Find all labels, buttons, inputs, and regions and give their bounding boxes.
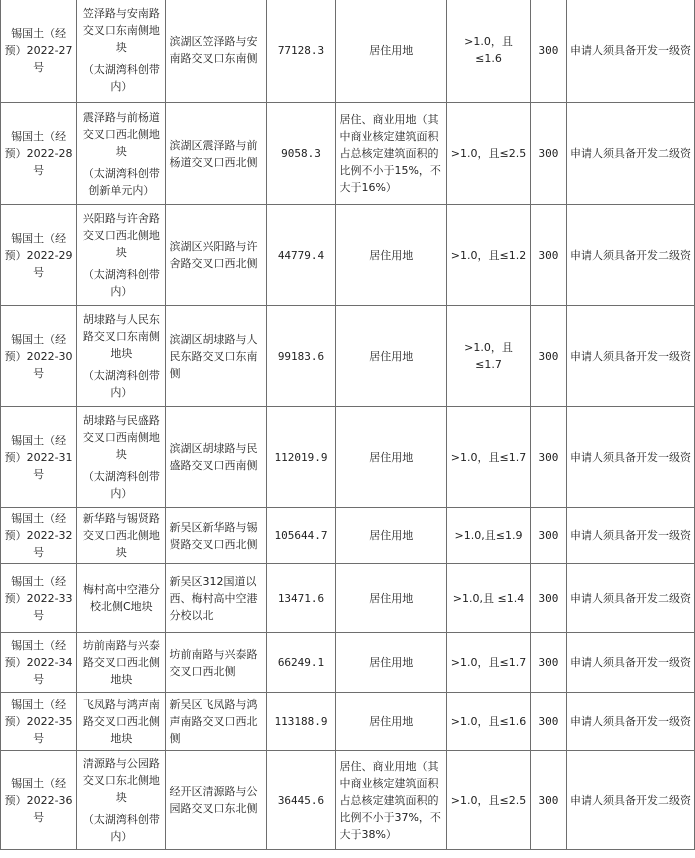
parcel-name-cell xyxy=(77,564,166,633)
parcel-note: （太湖湾科创带内） xyxy=(82,470,160,500)
parcel-area-cell: 112019.9 xyxy=(266,407,336,508)
parcel-id-cell: 锡国土（经预）2022-34号 xyxy=(1,633,77,693)
parcel-location-cell: 滨湖区笠泽路与安南路交叉口东南侧 xyxy=(166,0,266,103)
parcel-qualification-cell: 申请人须具备开发二级资 xyxy=(566,205,694,306)
table-row xyxy=(1,103,695,205)
table-row xyxy=(1,693,695,751)
parcel-deposit-cell: 300 xyxy=(530,407,566,508)
parcel-qualification-cell: 申请人须具备开发二级资 xyxy=(566,103,694,205)
parcel-deposit-cell: 300 xyxy=(530,508,566,564)
parcel-deposit-cell: 300 xyxy=(530,693,566,751)
parcel-name-cell xyxy=(77,633,166,693)
parcel-area-cell: 113188.9 xyxy=(266,693,336,751)
parcel-far-cell: >1.0，且≤1.7 xyxy=(447,407,531,508)
parcel-far-cell: >1.0，且≤1.7 xyxy=(447,633,531,693)
parcel-use-cell: 居住、商业用地（其中商业核定建筑面积占总核定建筑面积的比例不小于37%，不大于38%） xyxy=(336,751,447,850)
parcel-far-cell: >1.0，且≤1.2 xyxy=(447,205,531,306)
parcel-name: 梅村高中空港分校北侧C地块 xyxy=(82,583,160,613)
parcel-name: 胡埭路与人民东路交叉口东南侧地块 xyxy=(82,313,160,360)
parcel-use-cell: 居住用地 xyxy=(336,633,447,693)
parcel-far-cell: >1.0,且≤1.9 xyxy=(447,508,531,564)
parcel-name: 震泽路与前杨道交叉口西北侧地块 xyxy=(82,110,160,158)
parcel-location-cell: 滨湖区胡埭路与人民东路交叉口东南侧 xyxy=(166,306,266,407)
parcel-use-cell: 居住用地 xyxy=(336,306,447,407)
parcel-location-cell: 新吴区飞凤路与鸿声南路交叉口西北侧 xyxy=(166,693,266,751)
parcel-name: 新华路与锡贤路交叉口西北侧地块 xyxy=(82,512,160,559)
parcel-far-cell: >1.0，且≤2.5 xyxy=(447,103,531,205)
parcel-use-cell: 居住用地 xyxy=(336,0,447,103)
table-row xyxy=(1,407,695,508)
parcel-location-cell: 滨湖区兴阳路与许舍路交叉口西北侧 xyxy=(166,205,266,306)
parcel-note: （太湖湾科创带内） xyxy=(82,813,160,843)
parcel-use-cell: 居住、商业用地（其中商业核定建筑面积占总核定建筑面积的比例不小于15%，不大于16%） xyxy=(336,103,447,205)
parcel-id-cell: 锡国土（经预）2022-32号 xyxy=(1,508,77,564)
parcel-qualification-cell: 申请人须具备开发一级资 xyxy=(566,508,694,564)
parcel-qualification-cell: 申请人须具备开发一级资 xyxy=(566,633,694,693)
parcel-use-cell: 居住用地 xyxy=(336,205,447,306)
parcel-id-cell: 锡国土（经预）2022-31号 xyxy=(1,407,77,508)
parcel-deposit-cell: 300 xyxy=(530,564,566,633)
parcel-deposit-cell: 300 xyxy=(530,306,566,407)
table-row xyxy=(1,205,695,306)
parcel-location-cell: 滨湖区胡埭路与民盛路交叉口西南侧 xyxy=(166,407,266,508)
parcel-far-cell: >1.0，且≤2.5 xyxy=(447,751,531,850)
parcel-use-cell: 居住用地 xyxy=(336,508,447,564)
parcel-use-cell: 居住用地 xyxy=(336,407,447,508)
table-row xyxy=(1,0,695,103)
parcel-area-cell: 105644.7 xyxy=(266,508,336,564)
parcel-location-cell: 新吴区新华路与锡贤路交叉口西北侧 xyxy=(166,508,266,564)
parcel-note: （太湖湾科创带内） xyxy=(82,268,160,298)
parcel-qualification-cell: 申请人须具备开发一级资 xyxy=(566,0,694,103)
parcel-far-cell: >1.0，且≤1.6 xyxy=(447,693,531,751)
parcel-area-cell: 77128.3 xyxy=(266,0,336,103)
table-row xyxy=(1,508,695,564)
parcel-far-cell: >1.0,且 ≤1.4 xyxy=(447,564,531,633)
parcel-far-cell: >1.0，且 ≤1.6 xyxy=(447,0,531,103)
parcel-deposit-cell: 300 xyxy=(530,103,566,205)
parcel-qualification-cell: 申请人须具备开发二级资 xyxy=(566,751,694,850)
parcel-qualification-cell: 申请人须具备开发一级资 xyxy=(566,306,694,407)
parcel-deposit-cell: 300 xyxy=(530,633,566,693)
parcel-far-cell: >1.0，且 ≤1.7 xyxy=(447,306,531,407)
parcel-name: 笠泽路与安南路交叉口东南侧地块 xyxy=(82,7,160,54)
table-row xyxy=(1,633,695,693)
parcel-area-cell: 9058.3 xyxy=(266,103,336,205)
parcel-id-cell: 锡国土（经预）2022-36号 xyxy=(1,751,77,850)
parcel-id-cell: 锡国土（经预）2022-29号 xyxy=(1,205,77,306)
parcel-location-cell: 坊前南路与兴泰路交叉口西北侧 xyxy=(166,633,266,693)
parcel-note: （太湖湾科创带创新单元内） xyxy=(82,166,160,197)
parcel-deposit-cell: 300 xyxy=(530,751,566,850)
parcel-area-cell: 36445.6 xyxy=(266,751,336,850)
parcel-id-cell: 锡国土（经预）2022-27号 xyxy=(1,0,77,103)
table-row xyxy=(1,751,695,850)
parcel-deposit-cell: 300 xyxy=(530,205,566,306)
parcel-name: 胡埭路与民盛路交叉口西南侧地块 xyxy=(82,414,160,461)
parcel-name-cell xyxy=(77,103,166,205)
parcel-qualification-cell: 申请人须具备开发二级资 xyxy=(566,564,694,633)
parcel-name-cell xyxy=(77,306,166,407)
parcel-use-cell: 居住用地 xyxy=(336,693,447,751)
parcel-deposit-cell: 300 xyxy=(530,0,566,103)
parcel-location-cell: 滨湖区震泽路与前杨道交叉口西北侧 xyxy=(166,103,266,205)
parcel-name: 清源路与公园路交叉口东北侧地块 xyxy=(82,757,160,804)
table-row xyxy=(1,564,695,633)
parcel-name-cell xyxy=(77,0,166,103)
parcel-id-cell: 锡国土（经预）2022-28号 xyxy=(1,103,77,205)
parcel-use-cell: 居住用地 xyxy=(336,564,447,633)
parcel-note: （太湖湾科创带内） xyxy=(82,63,160,93)
parcel-qualification-cell: 申请人须具备开发一级资 xyxy=(566,407,694,508)
table-row xyxy=(1,306,695,407)
parcel-area-cell: 44779.4 xyxy=(266,205,336,306)
parcel-qualification-cell: 申请人须具备开发一级资 xyxy=(566,693,694,751)
parcel-location-cell: 新吴区312国道以西、梅村高中空港分校以北 xyxy=(166,564,266,633)
parcel-location-cell: 经开区清源路与公园路交叉口东北侧 xyxy=(166,751,266,850)
parcel-area-cell: 66249.1 xyxy=(266,633,336,693)
parcel-name: 兴阳路与许舍路交叉口西北侧地块 xyxy=(82,212,160,259)
parcel-name-cell xyxy=(77,508,166,564)
parcel-name-cell xyxy=(77,407,166,508)
parcel-id-cell: 锡国土（经预）2022-30号 xyxy=(1,306,77,407)
parcel-id-cell: 锡国土（经预）2022-33号 xyxy=(1,564,77,633)
parcel-name-cell xyxy=(77,693,166,751)
parcel-note: （太湖湾科创带内） xyxy=(82,369,160,399)
parcel-id-cell: 锡国土（经预）2022-35号 xyxy=(1,693,77,751)
parcel-name-cell xyxy=(77,205,166,306)
parcel-name: 飞凤路与鸿声南路交叉口西北侧地块 xyxy=(82,698,160,745)
parcel-name-cell xyxy=(77,751,166,850)
parcel-name: 坊前南路与兴泰路交叉口西北侧地块 xyxy=(82,639,160,686)
parcel-area-cell: 13471.6 xyxy=(266,564,336,633)
parcel-area-cell: 99183.6 xyxy=(266,306,336,407)
